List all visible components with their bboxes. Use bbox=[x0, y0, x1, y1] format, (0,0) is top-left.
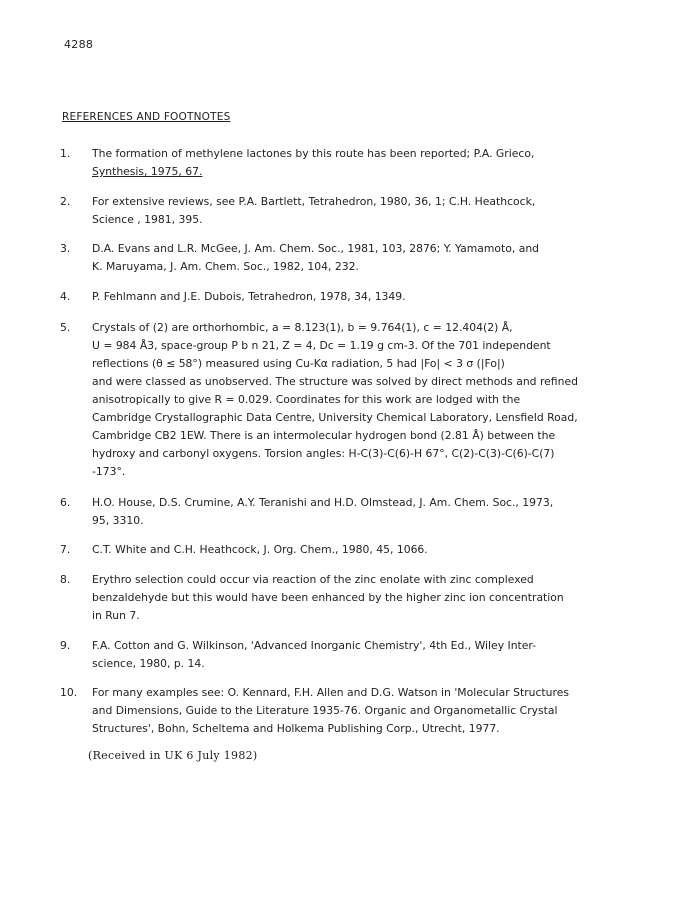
reference-line: D.A. Evans and L.R. McGee, J. Am. Chem. Soc., 1981, 103, 2876; Y. Yamamoto, and bbox=[92, 242, 540, 255]
reference-line: Cambridge Crystallographic Data Centre, University Chemical Laboratory, Lensfield Road, bbox=[92, 411, 578, 424]
page-number: 4288 bbox=[64, 38, 94, 51]
reference-line: C.T. White and C.H. Heathcock, J. Org. Chem., 1980, 45, 1066. bbox=[92, 543, 428, 556]
reference-number: 10. bbox=[60, 686, 78, 699]
reference-number: 1. bbox=[60, 147, 71, 160]
reference-line: K. Maruyama, J. Am. Chem. Soc., 1982, 104, 232. bbox=[92, 260, 359, 273]
reference-line: in Run 7. bbox=[92, 609, 140, 622]
reference-line: benzaldehyde but this would have been enhanced by the higher zinc ion concentration bbox=[92, 591, 564, 604]
reference-number: 2. bbox=[60, 195, 71, 208]
section-heading: REFERENCES AND FOOTNOTES bbox=[62, 111, 231, 123]
reference-number: 3. bbox=[60, 242, 71, 255]
reference-line: Cambridge CB2 1EW. There is an intermolecular hydrogen bond (2.81 Å) between the bbox=[92, 429, 556, 442]
reference-number: 5. bbox=[60, 321, 71, 334]
reference-line: Science , 1981, 395. bbox=[92, 213, 203, 226]
reference-line: Synthesis, 1975, 67. bbox=[92, 165, 203, 178]
reference-number: 7. bbox=[60, 543, 71, 556]
reference-line: The formation of methylene lactones by this route has been reported; P.A. Grieco, bbox=[92, 147, 535, 160]
reference-line: For extensive reviews, see P.A. Bartlett, Tetrahedron, 1980, 36, 1; C.H. Heathcock, bbox=[92, 195, 536, 208]
reference-number: 4. bbox=[60, 290, 71, 303]
reference-line: -173°. bbox=[92, 465, 126, 478]
reference-line: 95, 3310. bbox=[92, 514, 144, 527]
reference-number: 9. bbox=[60, 639, 71, 652]
reference-line: Crystals of (2) are orthorhombic, a = 8.123(1), b = 9.764(1), c = 12.404(2) Å, bbox=[92, 321, 513, 334]
reference-line: For many examples see: O. Kennard, F.H. Allen and D.G. Watson in 'Molecular Structures bbox=[92, 686, 569, 699]
received-date: (Received in UK 6 July 1982) bbox=[88, 749, 258, 762]
reference-line: P. Fehlmann and J.E. Dubois, Tetrahedron, 1978, 34, 1349. bbox=[92, 290, 406, 303]
reference-number: 6. bbox=[60, 496, 71, 509]
reference-line: H.O. House, D.S. Crumine, A.Y. Teranishi and H.D. Olmstead, J. Am. Chem. Soc., 1973, bbox=[92, 496, 554, 509]
reference-number: 8. bbox=[60, 573, 71, 586]
reference-line: U = 984 Å3, space-group P b n 21, Z = 4, Dc = 1.19 g cm-3. Of the 701 independent bbox=[92, 339, 551, 352]
reference-line: Structures', Bohn, Scheltema and Holkema Publishing Corp., Utrecht, 1977. bbox=[92, 722, 500, 735]
reference-line: Erythro selection could occur via reaction of the zinc enolate with zinc complexed bbox=[92, 573, 534, 586]
reference-line: science, 1980, p. 14. bbox=[92, 657, 205, 670]
reference-line: hydroxy and carbonyl oxygens. Torsion angles: H-C(3)-C(6)-H 67°, C(2)-C(3)-C(6)-C(7) bbox=[92, 447, 555, 460]
reference-line: anisotropically to give R = 0.029. Coordinates for this work are lodged with the bbox=[92, 393, 521, 406]
reference-line: and Dimensions, Guide to the Literature 1935-76. Organic and Organometallic Crystal bbox=[92, 704, 558, 717]
reference-line: and were classed as unobserved. The structure was solved by direct methods and refined bbox=[92, 375, 578, 388]
reference-line: reflections (θ ≤ 58°) measured using Cu-Kα radiation, 5 had |Fo| < 3 σ (|Fo|) bbox=[92, 357, 505, 370]
reference-line: F.A. Cotton and G. Wilkinson, 'Advanced Inorganic Chemistry', 4th Ed., Wiley Inter- bbox=[92, 639, 537, 652]
